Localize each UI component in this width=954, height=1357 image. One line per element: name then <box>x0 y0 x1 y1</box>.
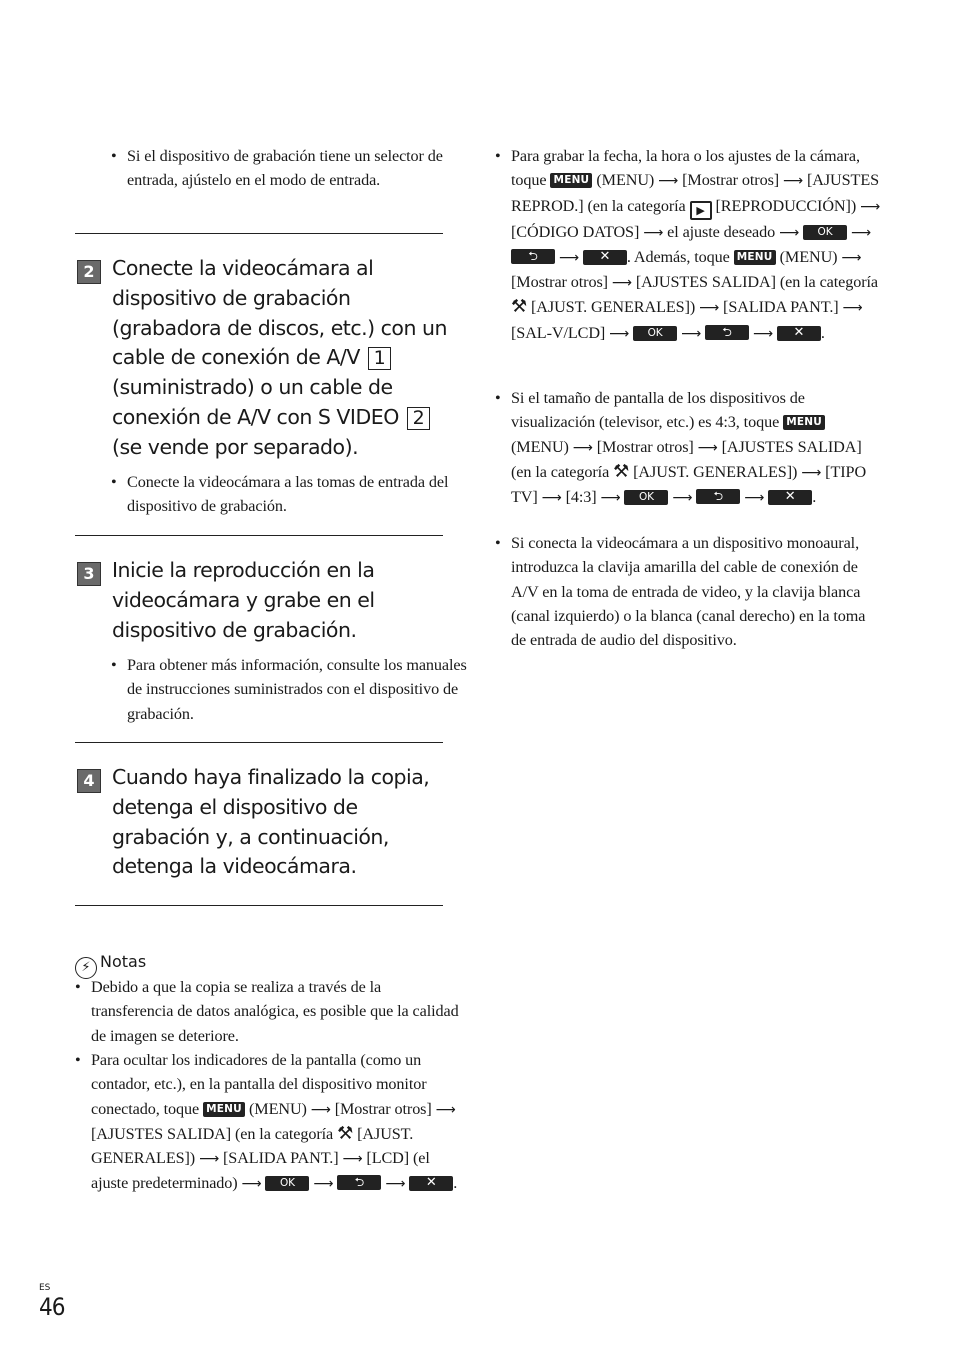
arrow-icon: ⟶ <box>611 275 632 292</box>
back-button-icon: ⮌ <box>337 1175 381 1190</box>
arrow-icon: ⟶ <box>199 1151 220 1168</box>
arrow-icon: ⟶ <box>779 224 800 241</box>
playback-icon: ▶ <box>690 201 712 220</box>
back-button-icon: ⮌ <box>696 489 740 504</box>
arrow-icon: ⟶ <box>342 1151 363 1168</box>
right-bullet-tv-type: • Si el tamaño de pantalla de los dispositivos de visualización (televisor, etc.) es 4:3, toque MENU (MENU) ⟶ [Mostrar otros] ⟶ [AJUSTES SALIDA] (en la categoría ⚒ [AJUST. GENERALES]) ⟶ [TIPO TV] ⟶ [4:3] ⟶ OK ⟶ ⮌ ⟶ ✕ . <box>495 386 881 510</box>
right-bullet-mono: • Si conecta la videocámara a un dispositivo monoaural, introduzca la clavija amarilla del cable de conexión de A/V en la toma de entrada de video, y la clavija blanca (canal izquierdo) o la blanca (canal derecho) en la toma de entrada de audio del dispositivo. <box>495 531 881 652</box>
close-button-icon: ✕ <box>409 1176 453 1191</box>
arrow-icon: ⟶ <box>697 439 718 456</box>
intro-bullet: • Si el dispositivo de grabación tiene un selector de entrada, ajústelo en el modo de entrada. <box>111 144 467 193</box>
back-button-icon: ⮌ <box>705 325 749 340</box>
step-3-bullet: • Para obtener más información, consulte los manuales de instrucciones suministrados con el dispositivo de grabación. <box>111 653 467 726</box>
arrow-icon: ⟶ <box>572 439 593 456</box>
menu-button-icon: MENU <box>734 250 776 265</box>
arrow-icon: ⟶ <box>643 224 664 241</box>
divider <box>75 905 443 906</box>
callout-2-box: 2 <box>407 407 430 430</box>
arrow-icon: ⟶ <box>850 224 871 241</box>
arrow-icon: ⟶ <box>313 1176 334 1193</box>
arrow-icon: ⟶ <box>435 1101 456 1118</box>
right-bullet-date: • Para grabar la fecha, la hora o los ajustes de la cámara, toque MENU (MENU) ⟶ [Mostrar otros] ⟶ [AJUSTES REPROD.] (en la categoría ▶ [REPRODUCCIÓN]) ⟶ [CÓDIGO DATOS] ⟶ el ajuste deseado ⟶ OK ⟶ ⮌ ⟶ ✕ . Además, toque MENU (MENU) ⟶ [Mostrar otros] ⟶ [AJUSTES SALIDA] (en la categoría ⚒ [AJUST. GENERALES]) ⟶ [SALIDA PANT.] ⟶ [SAL-V/LCD] ⟶ OK ⟶ ⮌ ⟶ ✕ . <box>495 144 881 346</box>
step-4-text: Cuando haya finalizado la copia, detenga el dispositivo de grabación y, a continuación, detenga la videocámara. <box>112 765 430 879</box>
arrow-icon: ⟶ <box>744 490 765 507</box>
arrow-icon: ⟶ <box>658 173 679 190</box>
arrow-icon: ⟶ <box>558 249 579 266</box>
arrow-icon: ⟶ <box>681 325 702 342</box>
arrow-icon: ⟶ <box>752 325 773 342</box>
ok-button-icon: OK <box>265 1176 309 1191</box>
wrench-icon: ⚒ <box>337 1122 354 1144</box>
arrow-icon: ⟶ <box>609 325 630 342</box>
arrow-icon: ⟶ <box>385 1176 406 1193</box>
arrow-icon: ⟶ <box>841 249 862 266</box>
arrow-icon: ⟶ <box>310 1101 331 1118</box>
arrow-icon: ⟶ <box>699 300 720 317</box>
ok-button-icon: OK <box>633 326 677 341</box>
arrow-icon: ⟶ <box>541 490 562 507</box>
page-language: ES <box>39 1283 51 1293</box>
wrench-icon: ⚒ <box>511 296 528 318</box>
divider <box>75 742 443 743</box>
menu-button-icon: MENU <box>203 1102 245 1117</box>
step-2-text: Conecte la videocámara al dispositivo de grabación (grabadora de discos, etc.) con un cable de conexión de A/V 1 (suministrado) o un cable de conexión de A/V con S VIDEO 2 (se vende por separado). <box>112 256 447 459</box>
wrench-icon: ⚒ <box>613 460 630 482</box>
divider <box>75 535 443 536</box>
ok-button-icon: OK <box>803 225 847 240</box>
note-item: • Para ocultar los indicadores de la pantalla (como un contador, etc.), en la pantalla del dispositivo monitor conectado, toque MENU (MENU) ⟶ [Mostrar otros] ⟶ [AJUSTES SALIDA] (en la categoría ⚒ [AJUST. GENERALES]) ⟶ [SALIDA PANT.] ⟶ [LCD] (el ajuste predeterminado) ⟶ OK ⟶ ⮌ ⟶ ✕ . <box>75 1048 459 1197</box>
step-number-4: 4 <box>77 769 101 793</box>
menu-button-icon: MENU <box>783 415 825 430</box>
arrow-icon: ⟶ <box>672 490 693 507</box>
back-button-icon: ⮌ <box>511 249 555 264</box>
step-number-2: 2 <box>77 260 101 284</box>
page-number: 46 <box>39 1293 65 1321</box>
ok-button-icon: OK <box>624 490 668 505</box>
arrow-icon: ⟶ <box>783 173 803 190</box>
divider <box>75 233 443 234</box>
close-button-icon: ✕ <box>583 250 627 265</box>
step-3-text: Inicie la reproducción en la videocámara y grabe en el dispositivo de grabación. <box>112 558 375 642</box>
step-number-3: 3 <box>77 562 101 586</box>
close-button-icon: ✕ <box>768 490 812 505</box>
arrow-icon: ⟶ <box>842 300 863 317</box>
step-2-bullet: • Conecte la videocámara a las tomas de entrada del dispositivo de grabación. <box>111 470 467 519</box>
arrow-icon: ⟶ <box>801 464 822 481</box>
arrow-icon: ⟶ <box>241 1176 262 1193</box>
arrow-icon: ⟶ <box>860 198 881 215</box>
menu-button-icon: MENU <box>550 173 592 188</box>
notes-icon: ⚡ <box>75 957 97 979</box>
arrow-icon: ⟶ <box>600 490 621 507</box>
note-item: • Debido a que la copia se realiza a través de la transferencia de datos analógica, es posible que la calidad de imagen se deteriore. <box>75 975 459 1048</box>
close-button-icon: ✕ <box>777 326 821 341</box>
callout-1-box: 1 <box>368 347 391 370</box>
notes-heading: ⚡ Notas <box>75 949 146 979</box>
